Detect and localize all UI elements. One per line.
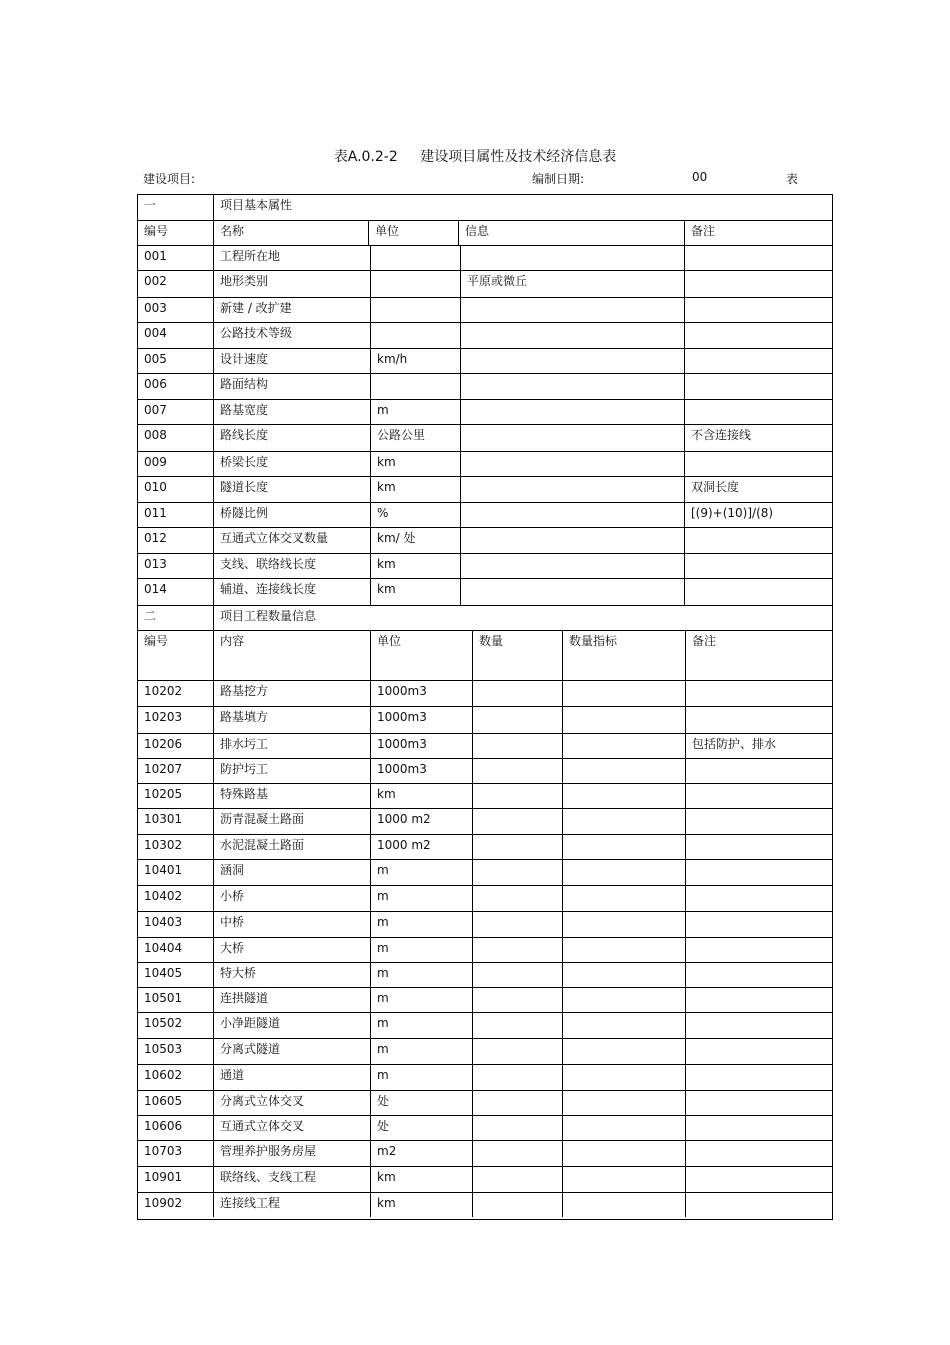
table-row [138, 1115, 832, 1140]
row-code: 10301 [144, 812, 183, 826]
header-quantity: 数量 [472, 631, 562, 680]
row-remark [685, 681, 832, 706]
project-label: 建设项目: [143, 172, 196, 186]
row-remark [684, 374, 832, 399]
header-code: 编号 [144, 224, 169, 238]
row-content: 小净距隧道 [213, 1013, 370, 1038]
row-unit: 1000 m2 [370, 835, 472, 859]
row-info [460, 374, 684, 399]
row-quantity [472, 1013, 562, 1038]
row-content: 涵洞 [213, 860, 370, 885]
row-remark [684, 246, 832, 270]
section2-index: 二 [144, 609, 157, 623]
row-quantity-index [562, 1065, 685, 1090]
row-quantity-index [562, 734, 685, 758]
row-quantity [472, 835, 562, 859]
row-unit: m [370, 400, 460, 424]
row-content: 水泥混凝土路面 [213, 835, 370, 859]
row-remark [685, 809, 832, 834]
row-unit [370, 374, 460, 399]
row-unit: km [370, 579, 460, 605]
row-quantity [472, 759, 562, 783]
row-content: 连接线工程 [213, 1193, 370, 1217]
table-row [138, 937, 832, 962]
row-code: 009 [144, 455, 167, 469]
row-code: 10503 [144, 1042, 183, 1056]
header-remark: 备注 [685, 631, 832, 680]
table-row [138, 733, 832, 758]
row-content: 沥青混凝土路面 [213, 809, 370, 834]
row-quantity-index [562, 886, 685, 911]
row-unit: 1000m3 [370, 681, 472, 706]
row-code: 10401 [144, 863, 183, 877]
table-row [138, 399, 832, 424]
row-content: 路基填方 [213, 707, 370, 733]
row-code: 004 [144, 326, 167, 340]
row-code: 10501 [144, 991, 183, 1005]
section1-title: 项目基本属性 [213, 195, 832, 220]
row-content: 小桥 [213, 886, 370, 911]
header-info: 信息 [458, 221, 684, 245]
row-unit: m [370, 963, 472, 987]
table-row [138, 1038, 832, 1064]
row-code: 10202 [144, 684, 183, 698]
row-code: 007 [144, 403, 167, 417]
row-unit: m [370, 860, 472, 885]
row-content: 通道 [213, 1065, 370, 1090]
row-info [460, 452, 684, 476]
row-content: 防护圬工 [213, 759, 370, 783]
header-content: 内容 [213, 631, 370, 680]
row-remark [684, 554, 832, 578]
row-code: 013 [144, 557, 167, 571]
row-content: 特殊路基 [213, 784, 370, 808]
table-row [138, 270, 832, 297]
row-name: 公路技术等级 [213, 323, 370, 348]
row-name: 设计速度 [213, 349, 370, 373]
row-quantity-index [562, 759, 685, 783]
table-row [138, 758, 832, 783]
row-unit: m [370, 1039, 472, 1064]
row-name: 路面结构 [213, 374, 370, 399]
table-suffix: 表 [786, 172, 799, 186]
table-row [138, 553, 832, 578]
section1-index: 一 [144, 198, 157, 212]
table-row [138, 834, 832, 859]
table-row [138, 911, 832, 937]
row-content: 联络线、支线工程 [213, 1167, 370, 1192]
row-unit [370, 246, 460, 270]
table-row [138, 680, 832, 706]
row-name: 路基宽度 [213, 400, 370, 424]
row-quantity [472, 1193, 562, 1217]
row-quantity [472, 1116, 562, 1140]
row-quantity [472, 1167, 562, 1192]
table-row [138, 424, 832, 451]
row-quantity-index [562, 938, 685, 962]
row-quantity-index [562, 809, 685, 834]
row-unit: 1000m3 [370, 734, 472, 758]
info-table [137, 194, 833, 1220]
row-quantity-index [562, 1141, 685, 1166]
row-code: 10206 [144, 737, 183, 751]
table-row [138, 502, 832, 527]
row-quantity [472, 784, 562, 808]
section2-title-row [138, 605, 832, 630]
row-code: 10404 [144, 941, 183, 955]
row-info [460, 477, 684, 502]
row-quantity [472, 988, 562, 1012]
row-unit: 1000m3 [370, 707, 472, 733]
table-row [138, 987, 832, 1012]
row-remark [685, 1141, 832, 1166]
row-quantity-index [562, 835, 685, 859]
row-remark [685, 912, 832, 937]
table-row [138, 859, 832, 885]
row-info [460, 246, 684, 270]
row-quantity [472, 1091, 562, 1115]
row-unit: km [370, 1167, 472, 1192]
table-title [0, 146, 950, 166]
row-code: 002 [144, 274, 167, 288]
row-quantity-index [562, 1091, 685, 1115]
row-code: 10205 [144, 787, 183, 801]
row-remark [684, 400, 832, 424]
row-content: 排水圬工 [213, 734, 370, 758]
header-unit: 单位 [370, 631, 472, 680]
row-name: 地形类别 [213, 271, 370, 297]
row-info [460, 323, 684, 348]
row-content: 特大桥 [213, 963, 370, 987]
header-name: 名称 [213, 221, 368, 245]
row-content: 互通式立体交叉 [213, 1116, 370, 1140]
row-unit [370, 323, 460, 348]
table-row [138, 1192, 832, 1217]
row-remark [685, 707, 832, 733]
row-unit: m [370, 912, 472, 937]
row-code: 10902 [144, 1196, 183, 1210]
row-remark [685, 1116, 832, 1140]
row-unit: m2 [370, 1141, 472, 1166]
row-quantity [472, 912, 562, 937]
row-name: 互通式立体交叉数量 [213, 528, 370, 553]
row-unit: km [370, 1193, 472, 1217]
row-code: 10703 [144, 1144, 183, 1158]
row-content: 管理养护服务房屋 [213, 1141, 370, 1166]
row-code: 014 [144, 582, 167, 596]
row-name: 隧道长度 [213, 477, 370, 502]
row-info [460, 400, 684, 424]
table-row [138, 476, 832, 502]
table-row [138, 885, 832, 911]
row-code: 10402 [144, 889, 183, 903]
row-remark [685, 963, 832, 987]
row-unit: 1000 m2 [370, 809, 472, 834]
row-quantity [472, 860, 562, 885]
row-remark: 包括防护、排水 [685, 734, 832, 758]
row-code: 10605 [144, 1094, 183, 1108]
row-code: 001 [144, 249, 167, 263]
row-quantity-index [562, 1013, 685, 1038]
row-code: 10606 [144, 1119, 183, 1133]
row-remark [684, 528, 832, 553]
row-quantity [472, 1039, 562, 1064]
row-remark [685, 886, 832, 911]
row-content: 连拱隧道 [213, 988, 370, 1012]
table-row [138, 245, 832, 270]
table-row [138, 1064, 832, 1090]
table-row [138, 1090, 832, 1115]
row-content: 大桥 [213, 938, 370, 962]
row-remark [684, 271, 832, 297]
row-quantity [472, 938, 562, 962]
row-name: 工程所在地 [213, 246, 370, 270]
row-unit: 处 [370, 1091, 472, 1115]
row-unit [370, 298, 460, 322]
row-content: 分离式立体交叉 [213, 1091, 370, 1115]
row-code: 008 [144, 428, 167, 442]
row-quantity [472, 681, 562, 706]
date-value: 00 [692, 170, 708, 184]
header-remark: 备注 [684, 221, 832, 245]
row-remark [684, 579, 832, 605]
row-info: 平原或微丘 [460, 271, 684, 297]
row-info [460, 554, 684, 578]
row-unit [370, 271, 460, 297]
row-info [460, 579, 684, 605]
table-row [138, 1012, 832, 1038]
row-info [460, 425, 684, 451]
row-name: 辅道、连接线长度 [213, 579, 370, 605]
row-code: 003 [144, 301, 167, 315]
row-remark [684, 323, 832, 348]
section2-title: 项目工程数量信息 [213, 606, 832, 630]
row-remark: [(9)+(10)]/(8) [684, 503, 832, 527]
row-quantity-index [562, 681, 685, 706]
row-quantity-index [562, 1193, 685, 1217]
row-quantity [472, 886, 562, 911]
section1-header-row [138, 220, 832, 245]
date-label: 编制日期: [532, 172, 585, 186]
row-name: 支线、联络线长度 [213, 554, 370, 578]
row-info [460, 298, 684, 322]
row-remark [685, 784, 832, 808]
row-code: 012 [144, 531, 167, 545]
row-quantity-index [562, 912, 685, 937]
row-name: 桥隧比例 [213, 503, 370, 527]
row-unit: km [370, 554, 460, 578]
row-unit: m [370, 988, 472, 1012]
row-unit: km/ 处 [370, 528, 460, 553]
row-code: 005 [144, 352, 167, 366]
row-unit: m [370, 886, 472, 911]
row-code: 10901 [144, 1170, 183, 1184]
row-code: 011 [144, 506, 167, 520]
row-info [460, 349, 684, 373]
table-row [138, 578, 832, 605]
row-remark [685, 1091, 832, 1115]
table-code: 表A.0.2-2 [333, 149, 398, 165]
row-code: 10602 [144, 1068, 183, 1082]
table-row [138, 373, 832, 399]
row-quantity [472, 1141, 562, 1166]
row-remark: 双洞长度 [684, 477, 832, 502]
row-unit: km [370, 784, 472, 808]
row-info [460, 528, 684, 553]
row-remark [684, 349, 832, 373]
row-code: 10502 [144, 1016, 183, 1030]
row-content: 中桥 [213, 912, 370, 937]
row-quantity-index [562, 784, 685, 808]
row-remark [685, 835, 832, 859]
table-row [138, 808, 832, 834]
row-remark [685, 1065, 832, 1090]
row-content: 分离式隧道 [213, 1039, 370, 1064]
row-code: 10207 [144, 762, 183, 776]
row-remark [685, 938, 832, 962]
row-code: 10403 [144, 915, 183, 929]
row-remark [685, 759, 832, 783]
row-quantity [472, 809, 562, 834]
row-quantity [472, 963, 562, 987]
row-unit: 公路公里 [370, 425, 460, 451]
header-unit: 单位 [368, 221, 458, 245]
row-code: 10203 [144, 710, 183, 724]
header-code: 编号 [144, 634, 169, 648]
row-remark [685, 988, 832, 1012]
table-row [138, 962, 832, 987]
row-unit: km/h [370, 349, 460, 373]
table-row [138, 706, 832, 733]
row-remark [685, 860, 832, 885]
row-name: 路线长度 [213, 425, 370, 451]
row-quantity-index [562, 988, 685, 1012]
row-name: 新建 / 改扩建 [213, 298, 370, 322]
row-code: 10405 [144, 966, 183, 980]
row-unit: 1000m3 [370, 759, 472, 783]
row-remark [684, 298, 832, 322]
row-unit: km [370, 477, 460, 502]
header-quantity-index: 数量指标 [562, 631, 685, 680]
table-title-text: 建设项目属性及技术经济信息表 [420, 149, 617, 165]
row-quantity-index [562, 1039, 685, 1064]
row-quantity-index [562, 963, 685, 987]
row-remark [685, 1039, 832, 1064]
table-row [138, 451, 832, 476]
row-unit: m [370, 938, 472, 962]
row-code: 006 [144, 377, 167, 391]
row-info [460, 503, 684, 527]
row-unit: % [370, 503, 460, 527]
row-quantity-index [562, 707, 685, 733]
row-remark [685, 1013, 832, 1038]
table-row [138, 1166, 832, 1192]
table-row [138, 297, 832, 322]
section2-header-row [138, 630, 832, 680]
row-unit: km [370, 452, 460, 476]
row-unit: 处 [370, 1116, 472, 1140]
row-remark [684, 452, 832, 476]
row-quantity [472, 734, 562, 758]
row-code: 010 [144, 480, 167, 494]
row-content: 路基挖方 [213, 681, 370, 706]
row-name: 桥梁长度 [213, 452, 370, 476]
row-remark [685, 1193, 832, 1217]
table-row [138, 348, 832, 373]
row-quantity [472, 707, 562, 733]
row-quantity-index [562, 1167, 685, 1192]
row-quantity-index [562, 1116, 685, 1140]
row-quantity [472, 1065, 562, 1090]
row-unit: m [370, 1065, 472, 1090]
row-remark: 不含连接线 [684, 425, 832, 451]
table-row [138, 1140, 832, 1166]
table-row [138, 527, 832, 553]
table-row [138, 322, 832, 348]
table-row [138, 783, 832, 808]
section1-title-row [138, 195, 832, 220]
row-quantity-index [562, 860, 685, 885]
row-unit: m [370, 1013, 472, 1038]
row-code: 10302 [144, 838, 183, 852]
row-remark [685, 1167, 832, 1192]
